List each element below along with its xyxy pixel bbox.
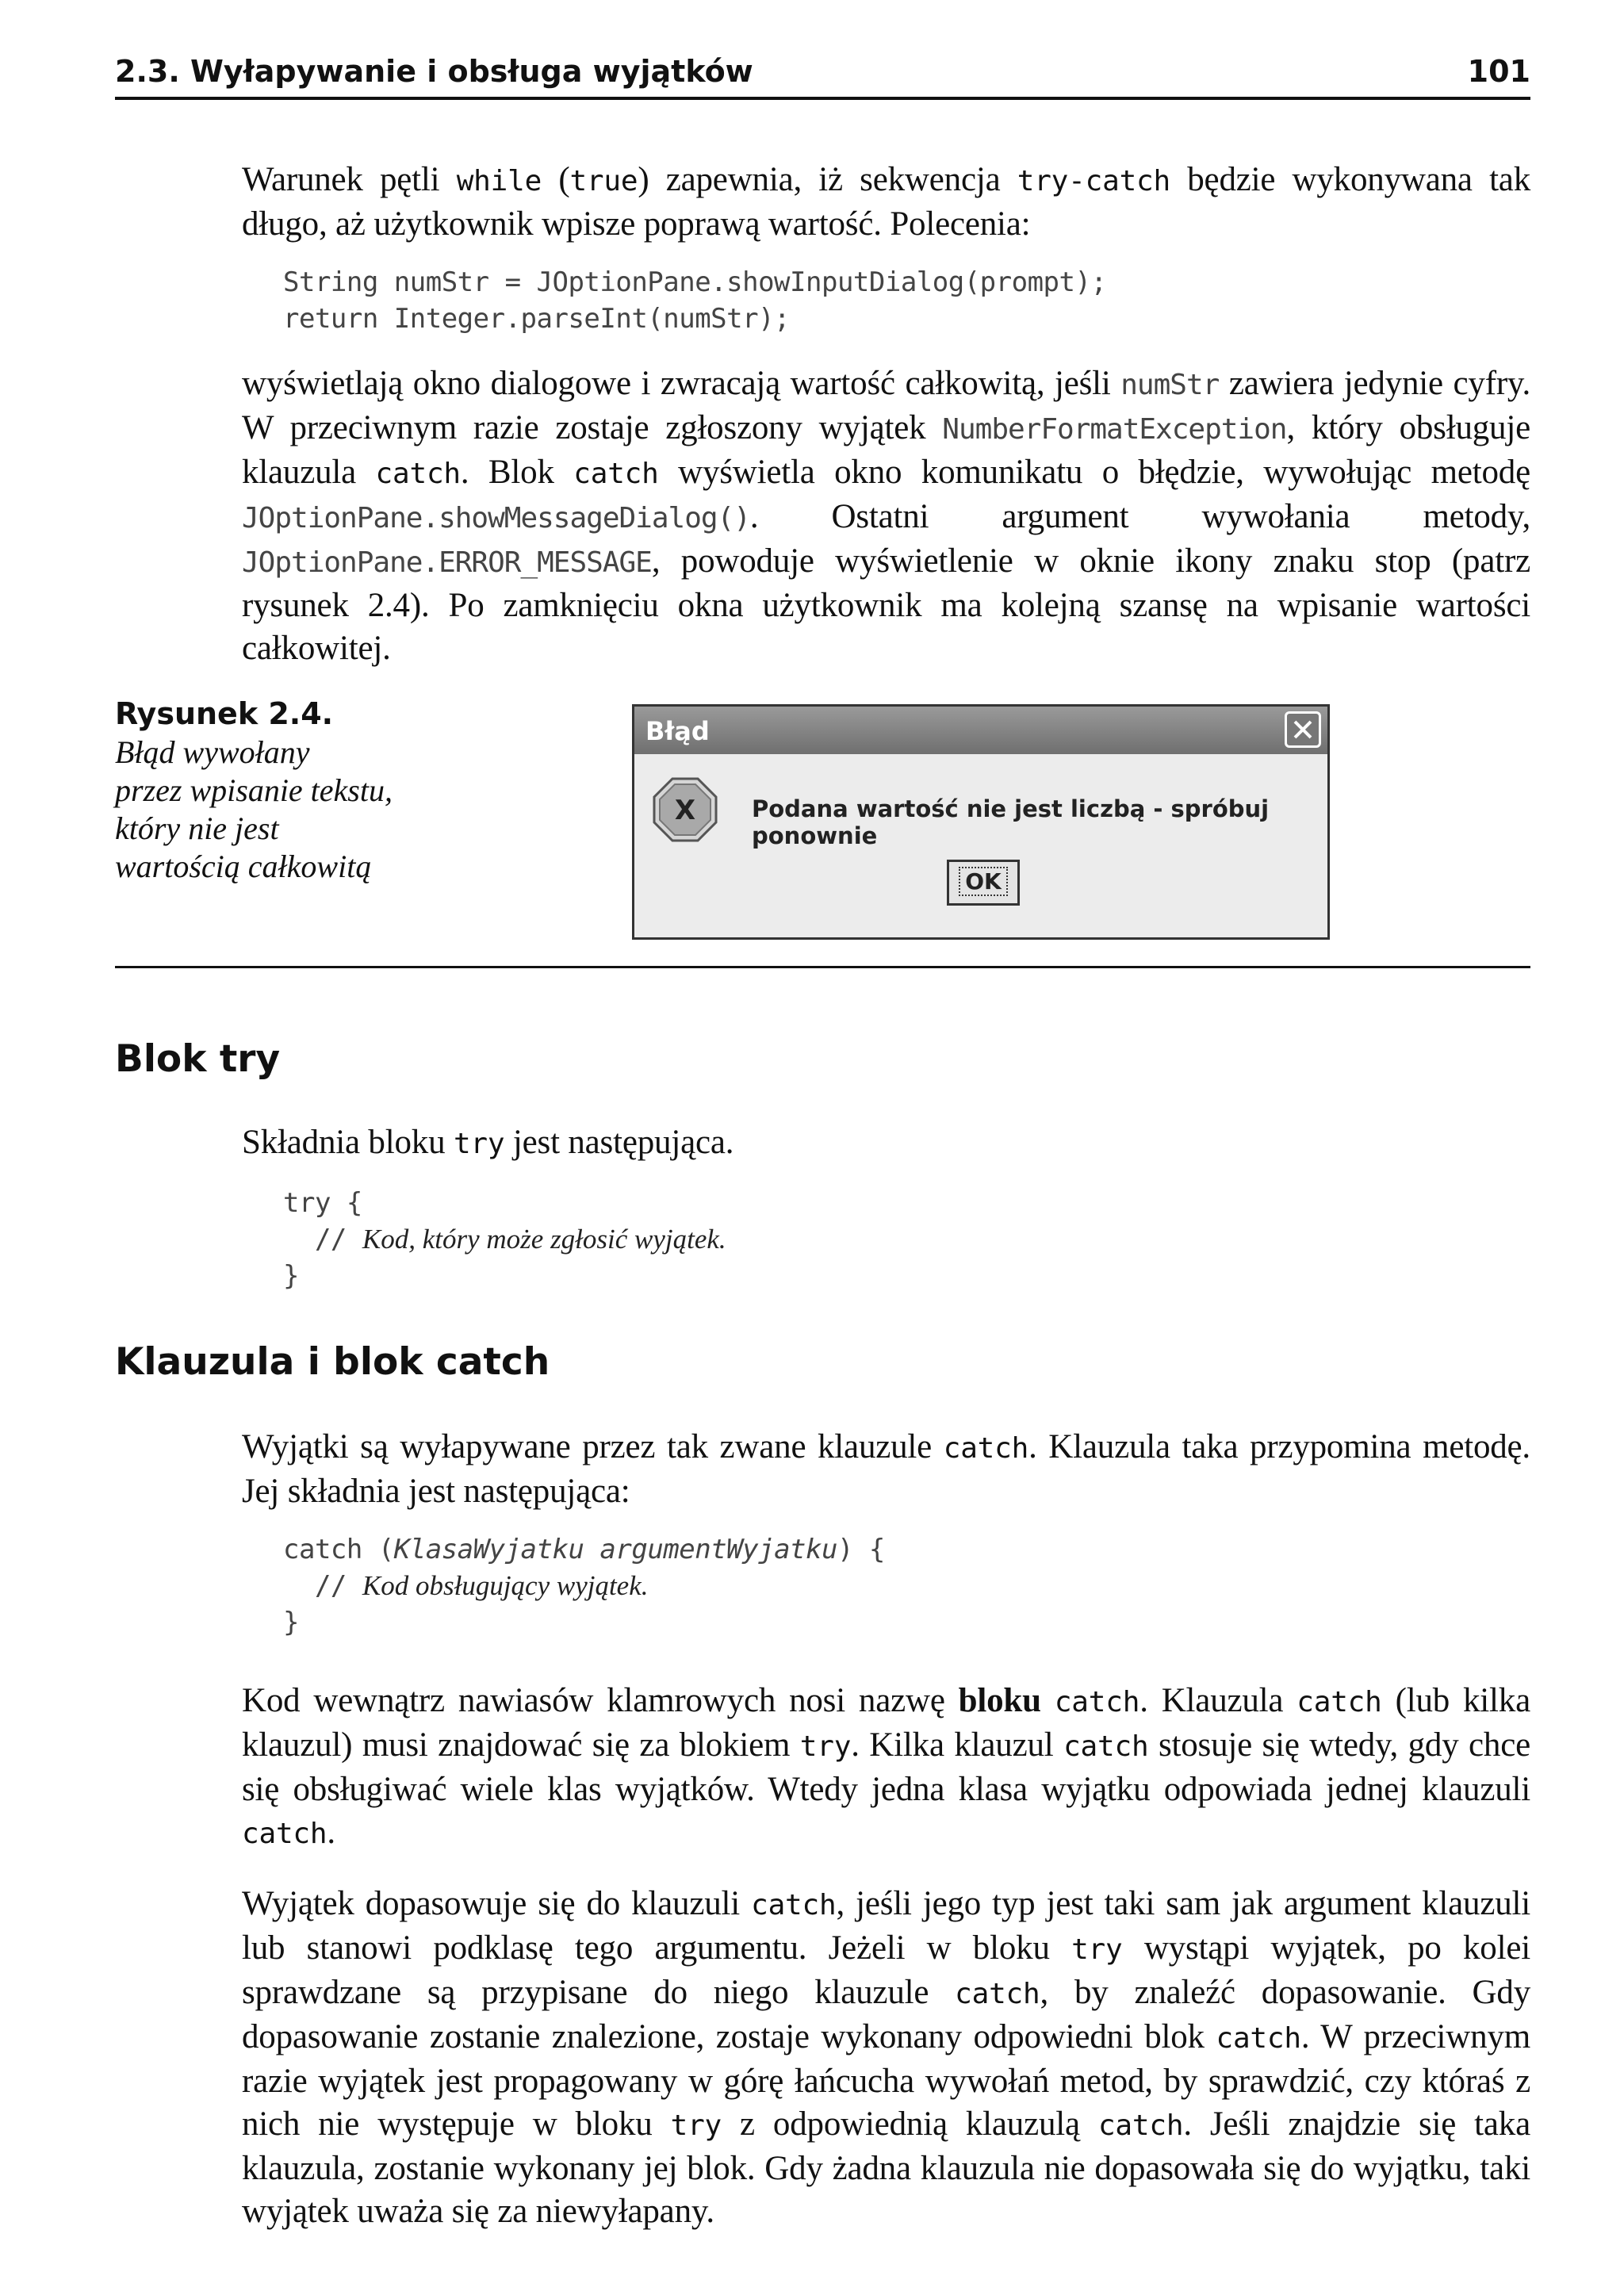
code-inline: catch <box>1054 1686 1140 1718</box>
code-line <box>283 1568 885 1604</box>
paragraph-catch-matching <box>242 1883 1530 2233</box>
code-comment: Kod, który może zgłosić wyjątek. <box>362 1224 726 1255</box>
text-run: zawiera jedynie cyfry. W przeciwnym razie zostaje zgłoszony wyjątek <box>242 365 1530 446</box>
ok-button-label: OK <box>959 867 1008 896</box>
text-run: wyświetla okno komunikatu o błędzie, wywołując metodę <box>658 454 1530 491</box>
code-inline: true <box>569 165 638 197</box>
code-line <box>283 1221 726 1258</box>
code-line: String numStr = JOptionPane.showInputDialog(prompt); <box>283 266 1107 298</box>
text-run: Wyjątki są wyłapywane przez tak zwane klauzule <box>242 1428 944 1465</box>
text-run: wystąpi wyjątek, po kolei sprawdzane są przypisane do niego klauzule <box>242 1929 1530 2011</box>
close-icon <box>1293 719 1313 740</box>
figure-caption-line: wartością całkowitą <box>115 849 372 884</box>
code-inline: try <box>799 1730 852 1763</box>
code-keyword: catch ( <box>283 1534 394 1565</box>
error-dialog <box>632 704 1330 940</box>
code-comment: Kod obsługujący wyjątek. <box>362 1570 649 1601</box>
text-run: , który obsługuje klauzula <box>242 409 1530 491</box>
paragraph-while-loop <box>242 159 1530 246</box>
code-text: ) { <box>837 1534 885 1565</box>
dialog-titlebar[interactable] <box>634 707 1327 754</box>
heading-catch-clause: Klauzula i blok catch <box>115 1340 550 1384</box>
code-inline: try-catch <box>1017 165 1170 197</box>
code-block-input <box>283 264 1106 337</box>
code-inline: numStr <box>1120 369 1220 401</box>
figure-caption-line: przez wpisanie tekstu, <box>115 772 393 808</box>
code-inline: catch <box>955 1978 1040 2010</box>
code-block-try <box>283 1185 726 1294</box>
text-run: stosuje się wtedy, gdy chce się obsługiwać wiele klas wyjątków. Wtedy jedna klasa wyjątku odpowiada jednej klauzuli <box>242 1726 1530 1808</box>
text-run: będzie wykonywana tak długo, aż użytkownik wpisze poprawą wartość. Polecenia: <box>242 161 1530 243</box>
figure-divider <box>115 966 1530 968</box>
code-line: } <box>283 1260 299 1292</box>
text-run: . Klauzula taka przypomina metodę. Jej składnia jest następująca: <box>242 1428 1530 1510</box>
paragraph-catch-block <box>242 1680 1530 1856</box>
text-run: . Blok <box>460 454 574 491</box>
page-number: 101 <box>1467 54 1530 89</box>
code-inline: try <box>453 1128 505 1160</box>
figure-label: Rysunek 2.4. <box>115 696 334 731</box>
text-run: , jeśli jego typ jest taki sam jak argument klauzuli lub stanowi podklasę tego argumentu. Jeżeli w bloku <box>242 1885 1531 1967</box>
ok-button[interactable] <box>947 860 1020 906</box>
text-run: z odpowiednią klauzulą <box>722 2105 1098 2143</box>
code-inline: try <box>1071 1933 1123 1966</box>
text-run: Wyjątek dopasowuje się do klauzuli <box>242 1885 752 1922</box>
text-run: . Kilka klauzul <box>851 1726 1064 1764</box>
code-block-catch <box>283 1531 885 1641</box>
text-run: , by znaleźć dopasowanie. Gdy dopasowanie zostanie znalezione, zostaje wykonany odpowiedni blok <box>242 1974 1530 2055</box>
figure-caption-line: który nie jest <box>115 810 279 846</box>
dialog-message: Podana wartość nie jest liczbą - spróbuj ponownie <box>752 795 1270 849</box>
heading-try-block: Blok try <box>115 1037 281 1081</box>
comment-prefix: // <box>314 1570 362 1602</box>
paragraph-catch-intro <box>242 1426 1530 1513</box>
paragraph-try-syntax <box>242 1121 1530 1166</box>
code-inline: catch <box>1297 1686 1382 1718</box>
code-line <box>283 1531 885 1568</box>
code-inline: catch <box>1216 2022 1301 2055</box>
running-head <box>115 49 1530 100</box>
text-run: . Klauzula <box>1139 1682 1297 1719</box>
text-run: , powoduje wyświetlenie w oknie ikony znaku stop (patrz rysunek 2.4). Po zamknięciu okna użytkownik ma kolejną szansę na wpisanie wartości całkowitej. <box>242 542 1530 667</box>
text-run: Kod wewnątrz nawiasów klamrowych nosi nazwę <box>242 1682 959 1719</box>
text-run: . Ostatni argument wywołania metody, <box>749 498 1530 535</box>
code-inline: catch <box>751 1889 837 1921</box>
text-run: Składnia bloku <box>242 1124 454 1161</box>
code-inline: JOptionPane.ERROR_MESSAGE <box>242 546 652 579</box>
code-line: } <box>283 1607 299 1638</box>
text-run: ( <box>542 161 570 198</box>
code-inline: catch <box>375 458 461 490</box>
text-run: ) zapewnia, iż sekwencja <box>638 161 1017 198</box>
text-run: . Jeśli znajdzie się taka klauzula, zostanie wykonany jej blok. Gdy żadna klauzula nie dopasowała się do wyjątku, taki wyjątek uważa się za niewyłapany. <box>242 2105 1530 2230</box>
text-run: wyświetlają okno dialogowe i zwracają wartość całkowitą, jeśli <box>242 365 1121 402</box>
code-line: try { <box>283 1187 362 1219</box>
code-line: return Integer.parseInt(numStr); <box>283 303 791 335</box>
stop-icon <box>652 776 718 843</box>
code-inline: catch <box>242 1818 327 1850</box>
code-inline: catch <box>573 458 659 490</box>
running-head-title: 2.3. Wyłapywanie i obsługa wyjątków <box>115 54 753 89</box>
code-inline: while <box>456 165 542 197</box>
code-argument: KlasaWyjatku argumentWyjatku <box>393 1534 837 1565</box>
text-run: . W przeciwnym razie wyjątek jest propagowany w górę łańcucha wywołań metod, by sprawdzić, czy któraś z nich nie występuje w bloku <box>242 2018 1530 2143</box>
text-run <box>1041 1682 1055 1719</box>
dialog-title: Błąd <box>645 716 710 746</box>
text-run: jest następująca. <box>504 1124 734 1161</box>
code-inline: NumberFormatException <box>942 413 1287 446</box>
stop-icon-glyph: X <box>674 795 696 826</box>
figure-caption <box>115 694 448 886</box>
paragraph-dialog-explanation <box>242 362 1530 670</box>
code-inline: try <box>670 2109 722 2142</box>
close-button[interactable] <box>1285 711 1321 748</box>
code-inline: JOptionPane.showMessageDialog() <box>242 502 750 534</box>
text-run: Warunek pętli <box>242 161 457 198</box>
text-bold: bloku <box>958 1682 1041 1719</box>
text-run: (lub kilka klauzul) musi znajdować się za blokiem <box>242 1682 1530 1764</box>
text-run: . <box>327 1814 335 1851</box>
code-inline: catch <box>1097 2109 1184 2142</box>
comment-prefix: // <box>314 1224 362 1255</box>
code-inline: catch <box>943 1432 1029 1465</box>
figure-caption-line: Błąd wywołany <box>115 734 310 770</box>
code-inline: catch <box>1063 1730 1149 1763</box>
